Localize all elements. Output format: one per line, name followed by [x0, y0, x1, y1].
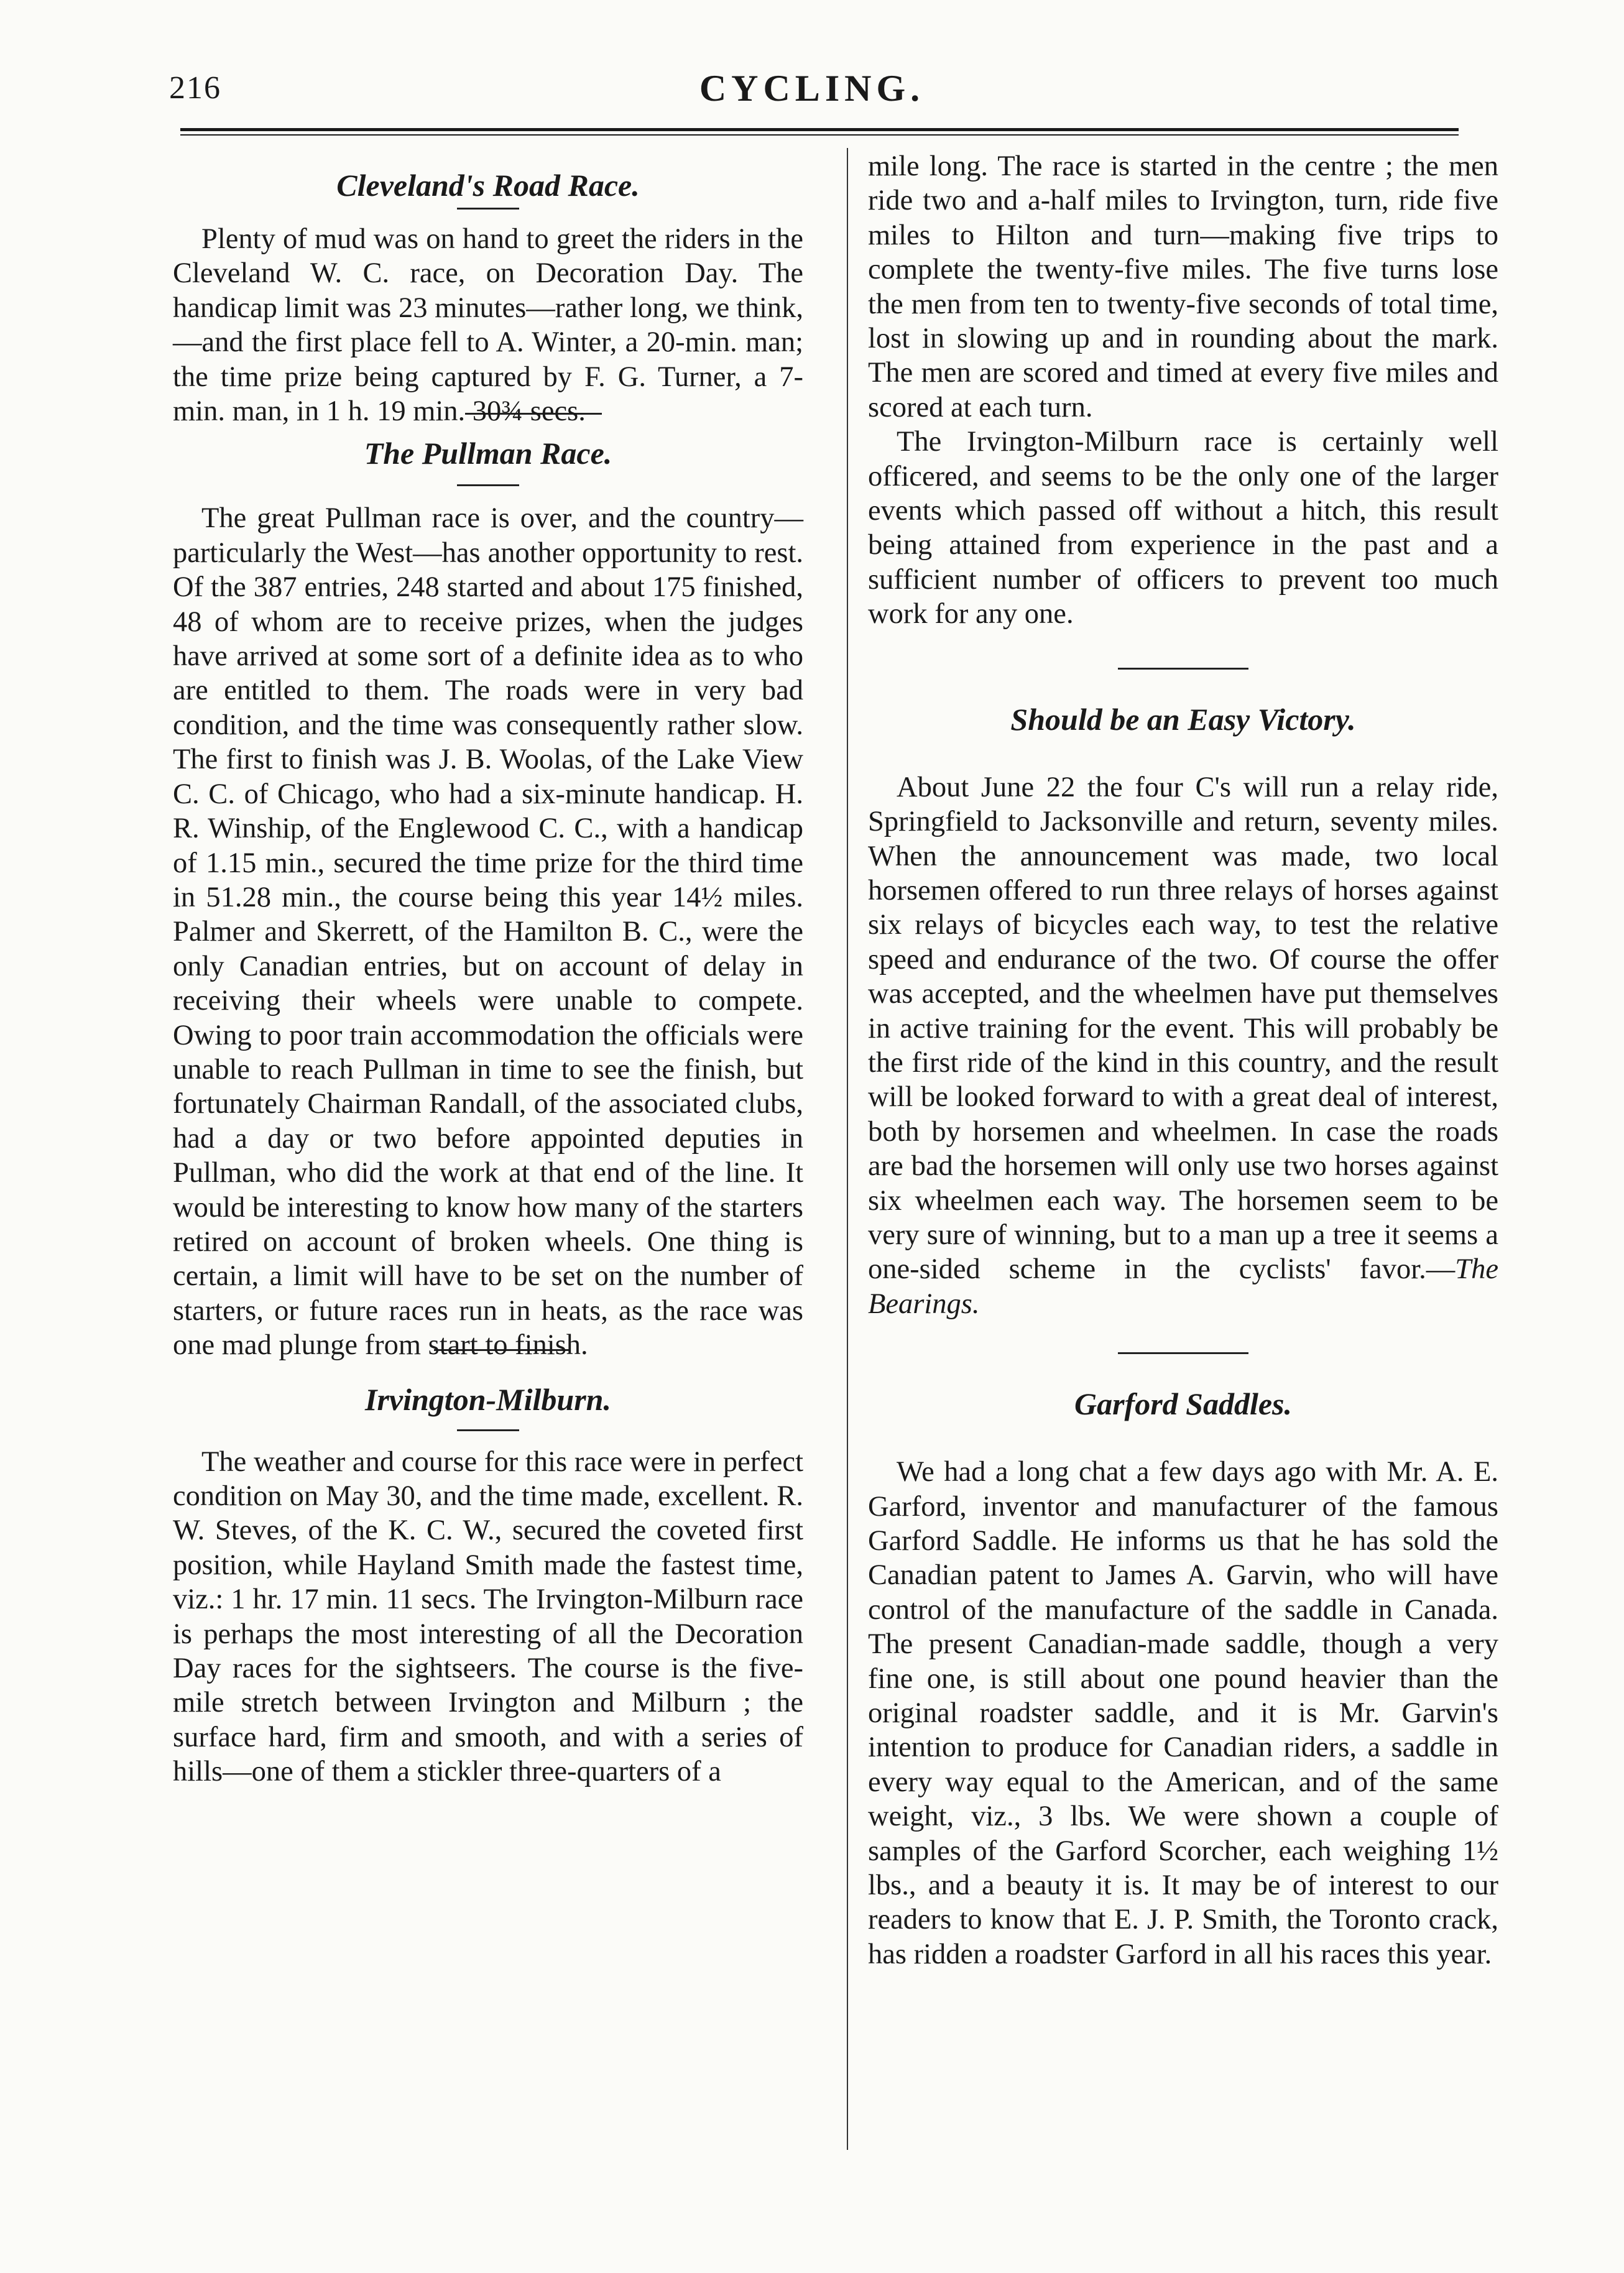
left-column: [173, 149, 803, 1789]
page-number: 216: [169, 70, 221, 106]
article-victory: [868, 701, 1498, 1322]
article-title: Garford Saddles.: [1074, 1386, 1293, 1422]
article-cleveland: [173, 167, 803, 428]
article-pullman: [173, 435, 803, 1362]
article-title: Cleveland's Road Race.: [336, 168, 640, 203]
section-divider: [1118, 668, 1248, 670]
section-divider: [1118, 1352, 1248, 1354]
article-title: Should be an Easy Victory.: [1010, 701, 1356, 737]
article-title: The Pullman Race.: [364, 436, 612, 471]
right-column: [868, 149, 1498, 1971]
title-rule: [457, 208, 519, 210]
title-rule: [457, 484, 519, 486]
article-garford: [868, 1385, 1498, 1971]
article-irvington: [173, 1381, 803, 1789]
article-paragraph: mile long. The race is started in the centre ; the men ride two and a-half miles to Irvington, turn, ride five miles to Hilton and turn—making five trips to complete the twenty-five miles. The five turns lose the men from ten to twenty-five seconds of total time, lost in slowing up and in rounding about the mark. The men are scored and timed at every five miles and scored at each turn.: [868, 150, 1498, 423]
article-irvington-continued: [868, 149, 1498, 632]
article-title: Irvington-Milburn.: [365, 1381, 611, 1417]
column-divider: [847, 148, 848, 2150]
article-paragraph: The great Pullman race is over, and the country—particularly the West—has another opportunity to rest. Of the 387 entries, 248 started and about 175 finished, 48 of whom are to receive prizes, when the judges have arrived at some sort of a definite idea as to who are entitled to them. The roads were in very bad condition, and the time was consequently rather slow. The first to finish was J. B. Woolas, of the Lake View C. C. of Chicago, who had a six-minute handicap. H. R. Winship, of the Englewood C. C., with a handicap of 1.15 min., secured the time prize for the third time in 51.28 min., the course being this year 14½ miles. Palmer and Skerrett, of the Hamilton B. C., were the only Canadian entries, but on account of delay in receiving their wheels were unable to compete. Owing to poor train accommodation the officials were unable to reach Pullman in time to see the finish, but fortunately Chairman Randall, of the associated clubs, had a day or two before appointed deputies in Pullman, who did the work at that end of the line. It would be interesting to know how many of the starters retired on account of broken wheels. One thing is certain, a limit will have to be set on the number of starters, or future races run in heats, as the race was one mad plunge from start to finish.: [173, 502, 803, 1362]
article-paragraph: [868, 770, 1498, 1322]
article-paragraph: The Irvington-Milburn race is certainly well officered, and seems to be the only one of the larger events which passed off without a hitch, this result being attained from experience in the past and a sufficient number of officers to prevent too much work for any one.: [868, 426, 1498, 630]
source-citation: The Bearings.: [868, 1253, 1498, 1320]
article-paragraph: Plenty of mud was on hand to greet the riders in the Cleveland W. C. race, on Decoration Day. The handicap limit was 23 minutes—rather long, we think,—and the first place fell to A. Winter, a 20-min. man; the time prize being captured by F. G. Turner, a 7-min. man, in 1 h. 19 min. 30¾ secs.: [173, 223, 803, 428]
running-head: CYCLING.: [699, 68, 925, 109]
header-rule: [180, 128, 1459, 136]
article-paragraph: We had a long chat a few days ago with Mr. A. E. Garford, inventor and manufacturer of the famous Garford Saddle. He informs us that he has sold the Canadian patent to James A. Garvin, who will have control of the manufacture of the saddle in Canada. The present Canadian-made saddle, though a very fine one, is still about one pound heavier than the original roadster saddle, and it is Mr. Garvin's intention to produce for Canadian riders, a saddle in every way equal to the American, and of the same weight, viz., 3 lbs. We were shown a couple of samples of the Garford Scorcher, each weighing 1½ lbs., and a beauty it is. It may be of interest to our readers to know that E. J. P. Smith, the Toronto crack, has ridden a roadster Garford in all his races this year.: [868, 1456, 1498, 1970]
paragraph-text: About June 22 the four C's will run a relay ride, Springfield to Jacksonville and return, seventy miles. When the announcement was made, two local horsemen offered to run three relays of horses against six relays of bicycles each way, to test the relative speed and endurance of the two. Of course the offer was accepted, and the wheelmen have put themselves in active training for the event. This will probably be the first ride of the kind in this country, and the result will be looked forward to with a great deal of interest, both by horsemen and wheelmen. In case the roads are bad the horsemen will only use two horses against six wheelmen each way. The horsemen seem to be very sure of winning, but to a man up a tree it seems a one-sided scheme in the cyclists' favor.—: [868, 771, 1498, 1286]
article-paragraph: The weather and course for this race were in perfect condition on May 30, and the time made, excellent. R. W. Steves, of the K. C. W., secured the coveted first position, while Hayland Smith made the fastest time, viz.: 1 hr. 17 min. 11 secs. The Irvington-Milburn race is perhaps the most interesting of all the Decoration Day races for the sightseers. The course is the five-mile stretch between Irvington and Milburn ; the surface hard, firm and smooth, and with a series of hills—one of them a stickler three-quarters of a: [173, 1445, 803, 1788]
title-rule: [457, 1429, 519, 1431]
